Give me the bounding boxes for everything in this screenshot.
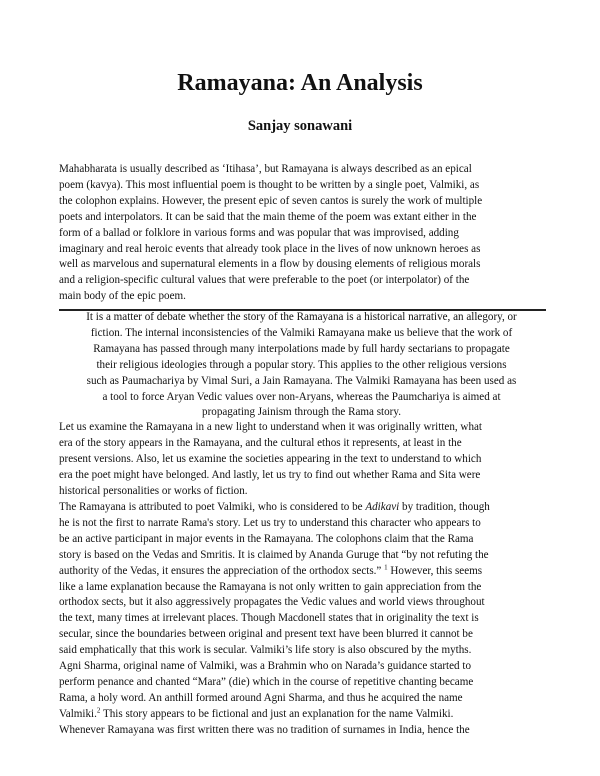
text-line: Ramayana has passed through many interpolations made by full hardy sectarians to propagate <box>93 342 510 355</box>
text-line: secular, since the boundaries between original and present text have been blurred it cannot be <box>59 628 473 641</box>
text-line: Let us examine the Ramayana in a new light to understand when it was originally written, what <box>59 421 482 433</box>
text-run: This story appears to be fictional and just an explanation for the name Valmiki. <box>100 707 454 720</box>
text-line: propagating Jainism through the Rama story. <box>202 406 401 419</box>
text-line: be an active participant in major events in the Ramayana. The colophons claim that the Rama <box>59 532 474 545</box>
text-line: Mahabharata is usually described as ‘Itihasa’, but Ramayana is always described as an epical <box>59 163 472 175</box>
page-title: Ramayana: An Analysis <box>177 70 423 96</box>
footnote-marker: 2 <box>96 706 101 715</box>
text-run: However, this seems <box>387 564 483 577</box>
abstract-paragraph <box>59 310 544 421</box>
text-line: and a religion-specific cultural values that were preferable to the poet (or interpolator) of the <box>59 274 470 287</box>
text-line: Whenever Ramayana was first written there was no tradition of surnames in India, hence the <box>59 723 470 736</box>
text-line: such as Paumachariya by Vimal Suri, a Jain Ramayana. The Valmiki Ramayana has been used as <box>86 374 517 387</box>
text-run: The Ramayana is attributed to poet Valmiki, who is considered to be <box>59 501 366 513</box>
text-line <box>59 564 544 580</box>
text-line: era the poet might have belonged. And lastly, let us try to find out whether Rama and Sita were <box>59 468 481 481</box>
text-run: Valmiki. <box>59 707 97 720</box>
text-line: Rama, a holy word. An anthill formed around Agni Sharma, and thus he acquired the name <box>59 691 463 704</box>
text-line: perform penance and chanted “Mara” (die) which in the course of repetitive chanting became <box>59 675 474 688</box>
text-line: like a lame explanation because the Ramayana is not only written to gain appreciation from the <box>59 580 482 593</box>
text-line: It is a matter of debate whether the story of the Ramayana is a historical narrative, an allegory, or <box>86 311 517 323</box>
text-line: poem (kavya). This most influential poem is thought to be written by a single poet, Valmiki, as <box>59 178 480 191</box>
body-paragraph <box>59 500 544 739</box>
text-line: Agni Sharma, original name of Valmiki, was a Brahmin who on Narada’s guidance started to <box>59 660 472 673</box>
text-line: their religious ideologies through a popular story. This applies to the other religious versions <box>96 358 507 371</box>
body-paragraph <box>59 420 544 500</box>
text-line: story is based on the Vedas and Smritis. It is claimed by Ananda Guruge that “by not refuting the <box>59 548 489 561</box>
text-line: imaginary and real heroic events that already took place in the lives of now unknown heroes as <box>59 242 481 255</box>
text-run: authority of the Vedas, it ensures the appreciation of the orthodox sects.” <box>59 564 385 577</box>
text-line <box>59 500 544 516</box>
text-line: main body of the epic poem. <box>59 290 186 303</box>
italic-term: Adikavi <box>365 501 400 513</box>
text-line <box>59 707 544 723</box>
text-line: form of a ballad or folklore in various forms and was popular that was improvised, adding <box>59 226 459 239</box>
text-line: the text, many times at irrelevant places. Though Macdonell states that in originality the text is <box>59 612 479 625</box>
text-line: orthodox sects, but it also aggressively propagates the Vedic values and world views throughout <box>59 596 485 609</box>
text-line: said emphatically that this work is secular. Valmiki’s life story is also obscured by the myths. <box>59 644 472 657</box>
text-line: historical personalities or works of fiction. <box>59 484 248 497</box>
text-run: by tradition, though <box>399 501 490 513</box>
text-line: the colophon explains. However, the present epic of seven cantos is surely the work of multiple <box>59 194 483 207</box>
text-line: poets and interpolators. It can be said that the main theme of the poem was extant either in the <box>59 210 477 223</box>
text-line: era of the story appears in the Ramayana, and the cultural ethos it represents, at least in the <box>59 436 462 449</box>
text-line: fiction. The internal inconsistencies of the Valmiki Ramayana make us believe that the work of <box>90 326 513 339</box>
author-name: Sanjay sonawani <box>247 118 353 134</box>
intro-paragraph <box>59 162 544 305</box>
text-line: he is not the first to narrate Rama's story. Let us try to understand this character who appears to <box>59 516 481 529</box>
text-line: well as marvelous and supernatural elements in a flow by dousing elements of religious morals <box>59 258 481 271</box>
footnote-marker: 1 <box>384 562 388 571</box>
text-line: present versions. Also, let us examine the societies appearing in the text to understand to which <box>59 452 482 465</box>
text-line: a tool to force Aryan Vedic values over non-Aryans, whereas the Paumchariya is aimed at <box>102 390 501 403</box>
